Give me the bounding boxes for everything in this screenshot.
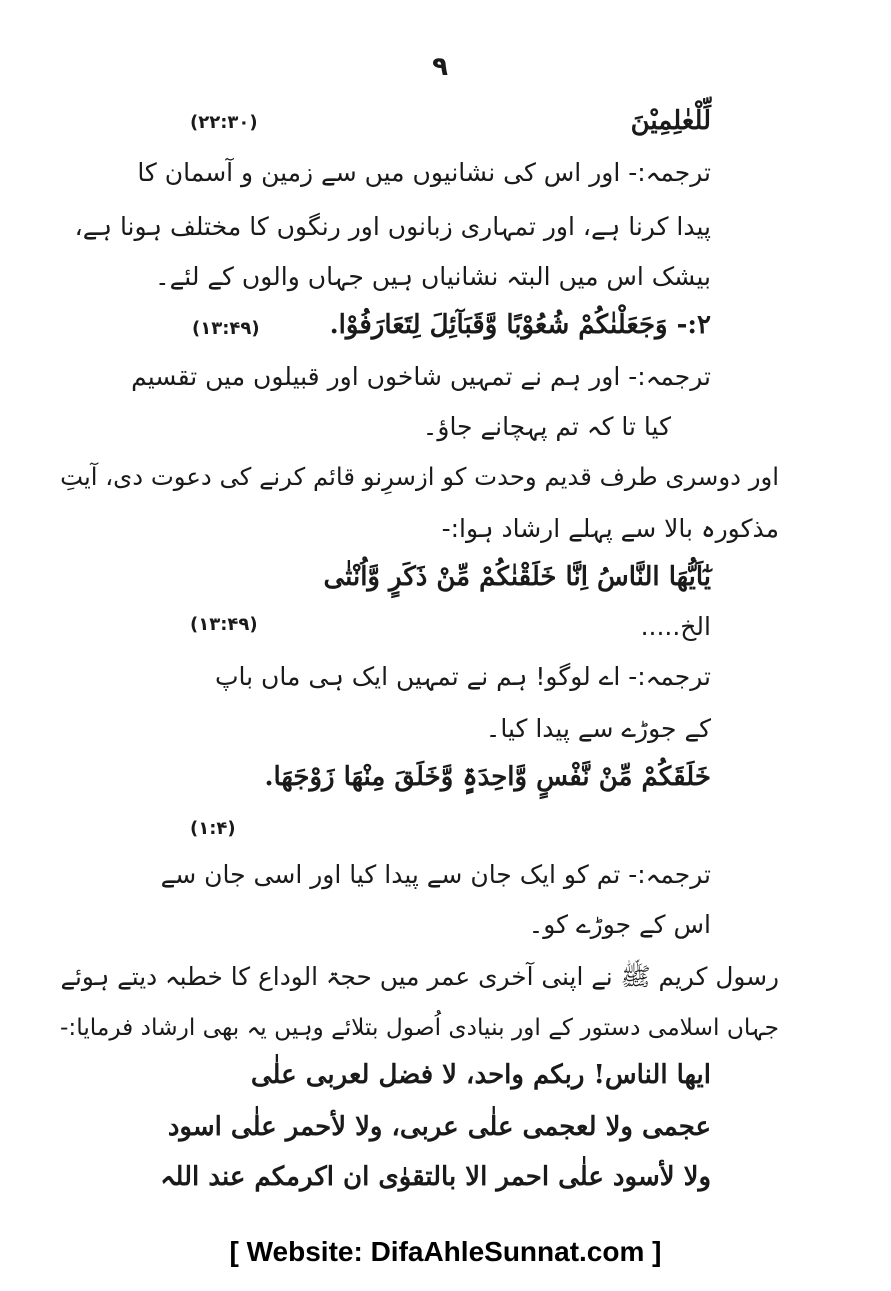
text-line: اس کے جوڑے کو۔: [528, 910, 711, 939]
translation-line: ترجمہ:- اور ہم نے تمہیں شاخوں اور قبیلوں میں تقسیم: [131, 362, 711, 391]
arabic-verse: یٰٓاَیُّھَا النَّاسُ اِنَّا خَلَقْنٰکُمْ مِّنْ ذَکَرٍ وَّاُنْثٰی: [323, 562, 711, 592]
translation-line: ترجمہ:- تم کو ایک جان سے پیدا کیا اور اسی جان سے: [160, 860, 711, 889]
text-line: جہاں اسلامی دستور کے اور بنیادی اُصول بتلائے وہیں یہ بھی ارشاد فرمایا:-: [60, 1014, 779, 1041]
verse-reference: (۱:۴): [190, 818, 236, 839]
arabic-hadith-line: عجمی ولا لعجمی علٰی عربی، ولا لأحمر علٰی اسود: [167, 1112, 711, 1142]
verse-reference: (۲۲:۳۰): [190, 112, 258, 133]
text-line: اور دوسری طرف قدیم وحدت کو ازسرِنو قائم کرنے کی دعوت دی، آیتِ: [60, 462, 779, 491]
text-line: رسول کریم ﷺ نے اپنی آخری عمر میں حجۃ الوداع کا خطبہ دیتے ہوئے: [60, 962, 779, 991]
arabic-verse: ۲:- وَجَعَلْنٰکُمْ شُعُوْبًا وَّقَبَآئِلَ لِتَعَارَفُوْا.: [329, 310, 711, 340]
page-number: ۹: [432, 52, 448, 82]
arabic-hadith-line: ایھا الناس! ربکم واحد، لا فضل لعربی علٰی: [250, 1060, 711, 1090]
arabic-hadith-line: ولا لأسود علٰی احمر الا بالتقوٰی ان اکرمکم عند اللہ: [160, 1162, 711, 1192]
arabic-verse-end: لِّلْعٰلِمِيْنَ: [630, 106, 711, 136]
translation-line: ترجمہ:- اے لوگو! ہم نے تمہیں ایک ہی ماں باپ: [214, 662, 711, 691]
text-line: کیا تا کہ تم پہچانے جاؤ۔: [422, 412, 671, 441]
text-line: بیشک اس میں البتہ نشانیاں ہیں جہاں والوں کے لئے۔: [154, 262, 711, 291]
verse-reference: (۱۳:۴۹): [190, 614, 258, 635]
text-line: الخ.....: [640, 612, 711, 641]
text-line: کے جوڑے سے پیدا کیا۔: [485, 714, 711, 743]
translation-line: ترجمہ:- اور اس کی نشانیوں میں سے زمین و آسمان کا: [137, 158, 711, 187]
text-line: پیدا کرنا ہے، اور تمہاری زبانوں اور رنگوں کا مختلف ہونا ہے،: [74, 212, 711, 241]
arabic-verse: خَلَقَکُمْ مِّنْ نَّفْسٍ وَّاحِدَۃٍ وَّخَلَقَ مِنْھَا زَوْجَھَا.: [264, 762, 711, 792]
website-footer: [ Website: DifaAhleSunnat.com ]: [229, 1236, 662, 1267]
text-line: مذکورہ بالا سے پہلے ارشاد ہوا:-: [441, 514, 779, 543]
verse-reference: (۱۳:۴۹): [192, 318, 260, 339]
